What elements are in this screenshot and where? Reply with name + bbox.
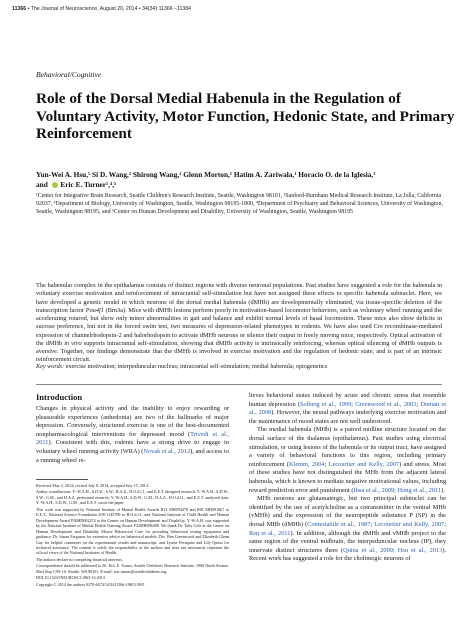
paragraph <box>249 426 446 495</box>
author-line-2a: and <box>36 180 48 189</box>
footnote: The authors declare no competing financial interests. <box>36 556 123 562</box>
abstract-invivo: in vivo <box>64 339 82 347</box>
intro-text: Changes in physical activity and the inability to enjoy rewarding or pleasurable experiences (anhedonia) are two of the hallmarks of major depression. Conversely, structured exercise is one of the best-documented nonpharmacological interventions for depressed mood ( <box>36 405 229 438</box>
footnote-divider <box>36 479 88 480</box>
article-title: Role of the Dorsal Medial Habenula in the Regulation of Voluntary Activity, Motor Function, Hedonic State, and Primary Reinforcement <box>36 90 455 143</box>
footnote: Author contributions: Y.-W.A.H., S.D.W., S.W., H.A.Z., H.O.d.l.I., and E.E.T. designed research; Y.-W.A.H., S.D.W., S.W., G.M., and H.A.Z. performed research; Y.-W.A.H., S.D.W., G.M., H.A.Z., H.O.d.l.I., and E.E.T. analyzed data; Y.-W.A.H., S.D.W., G.M., and E.E.T. wrote the paper. <box>36 489 229 506</box>
intro-text: MHb neurons are glutamatergic, but two principal subnuclei can be identified by the use of acetylcholine as a cotransmitter in the ventral MHb (vMHb) and the expression of the neuropeptide substance P (SP) in the dorsal MHb (dMHb) ( <box>249 495 446 528</box>
separator: ; <box>370 520 375 528</box>
author-list <box>36 170 456 190</box>
citation-link[interactable]: Duman et al., 2008 <box>249 400 446 417</box>
abstract <box>36 282 442 365</box>
abstract-text-1: The habenular complex in the epithalamus consists of distinct regions with diverse neuronal populations. Past studies have suggested a role for the habenula in voluntary exercise motivation and reinforcement of intracranial self-stimulation but have not assigned these effects to specific habenula subnuclei. Here, we have developed a genetic model in which neurons of the dorsal medial habenula (dMHb) are developmentally eliminated, via tissue-specific deletion of the transcription factor <box>36 282 442 314</box>
intro-text: lieves behavioral states induced by acute and chronic stress that resemble human depression ( <box>249 392 446 408</box>
citation-link[interactable]: Trivedi et al., 2011 <box>36 430 229 447</box>
keywords <box>36 363 442 371</box>
intro-text: ), and access to a running wheel re- <box>36 447 229 464</box>
citation-link[interactable]: Hong et al., 2011 <box>397 486 442 494</box>
footnote: This work was supported by National Institute of Mental Health Awards R21 MH094478 and R01 MH091667 to E.E.T., National Science Foundation IOS-1145796 to H.O.d.l.I., and National Institute of Child Health and Human Development Award P30HD002274 to the Center on Human Development and Disability. Y.-W.A.H. was supported by the National Institute of Mental Health Training Award F32MH096498. We thank Dr. Toby Cole at the Center on Human Development and Disability Mouse Behavioral Core for providing behavioral testing equipment and guidance, Dr. Susan Ferguson for extensive advice on behavioral models, Drs. Ben Greenwood and Elizabeth Glenn Gay for helpful comments on the experimental results and manuscript, and Lynise Fernquist and Lily Quinu for technical assistance. The content is solely the responsibility of the authors and does not necessarily represent the official views of the National Institutes of Health. <box>36 506 229 556</box>
keywords-label: Key words: <box>36 363 65 370</box>
citation-link[interactable]: Contestabile et al., 1987 <box>307 520 371 528</box>
separator: ; <box>324 460 329 468</box>
footnote: Received May 2, 2014; revised July 8, 2014; accepted July 15, 2014. <box>36 483 149 488</box>
footnote: Copyright © 2014 the authors 0270-6474/14/3411366-19$15.00/0 <box>36 581 145 587</box>
intro-text: ) and stress. Most of these studies have not distinguished the MHb from the adjacent lateral habenula, which is known to mediate negative motivational values, including reward prediction error and punishment ( <box>249 460 447 494</box>
citation-link[interactable]: Hsu et al., 2013 <box>397 546 443 554</box>
abstract-text-3: supports intracranial self-stimulation, showing that dMHb activity is intrinsically reinforcing, whereas optical silencing of dMHb outputs is aversive. Together, our findings demonstrate that the dMHb is involved in exercise motivation and the regulation of hedonic state, and is part of an intrinsic reinforcement circuit. <box>36 339 442 364</box>
page-number: 11366 <box>12 6 27 12</box>
abstract-text-2: (Brn3a). Mice with dMHb lesions perform poorly in motivation-based locomotor behaviors, such as voluntary wheel running and the accelerating rotarod, but show only minor abnormalities in gait and balance and exhibit normal levels of basal locomotion. These mice also show deficits in sucrose preference, but not in the forced swim test, two measures of depression-related phenotypes in rodents. We have also used Cre recombinase-mediated expression of channelrhodopsin-2 and halorhodopsin to activate dMHb neurons or silence their output in freely moving mice, respectively. Optical activation of the dMHb <box>36 306 443 347</box>
footnotes <box>36 483 229 588</box>
introduction-heading: Introduction <box>36 392 83 402</box>
citation-link[interactable]: Ren et al., 2011 <box>249 529 291 537</box>
intro-text: ). However, the neural pathways underlying exercise motivation and the maintenance of mood states are not well understood. <box>249 409 447 425</box>
orcid-icon[interactable] <box>52 182 58 188</box>
affiliations: ¹Center for Integrative Brain Research, Seattle Children's Research Institute, Seattle, Washington 98101, ²Sanford-Burnham Medical Research Institute, La Jolla, California 92037, ³Department of Biology, University of Washington, Seattle, Washington 98195-1800, ⁴Department of Psychiatry and Behavioral Sciences, University of Washington, Seattle, Washington 98195, and ⁵Center on Human Development and Disability, University of Washington, Seattle, Washington 98195 <box>36 193 443 216</box>
separator: ; <box>392 546 398 554</box>
author-line-2b: Eric E. Turner¹,⁴,⁵ <box>60 180 117 189</box>
separator: ; <box>394 486 398 494</box>
section-divider <box>36 384 442 385</box>
section-label: Behavioral/Cognitive <box>36 70 102 79</box>
citation-link[interactable]: Lecourtier and Kelly, 2007 <box>328 460 400 468</box>
intro-left-column <box>36 405 229 465</box>
citation-link[interactable]: Novak et al., 2012 <box>143 447 191 455</box>
running-head <box>12 6 191 12</box>
intro-text: ). In addition, although the dMHb and vMHb project to the same region of the ventral midbrain, the interpeduncular nucleus (IP), they innervate distinct structures there ( <box>249 529 446 554</box>
intro-text: The medial habenula (MHb) is a paired midline structure located on the dorsal surface of the thalamus (epithalamus). Past studies using electrical stimulation, or using lesions of the habenula or its output tract, have assigned a variety of behavioral functions to this region, including primary reinforcement ( <box>249 426 446 468</box>
citation-link[interactable]: Quina et al., 2009 <box>343 546 393 554</box>
citation-link[interactable]: Greenwood et al., 2003 <box>355 400 417 408</box>
separator: ; <box>444 520 446 528</box>
keywords-text: exercise motivation; interpeduncular nucleus; intracranial self-stimulation; medial habenula; optogenetics <box>64 363 328 370</box>
footnote: DOI:10.1523/JNEUROSCI.1863-14.2014 <box>36 575 105 581</box>
author-line-1: Yun-Wei A. Hsu,¹ Si D. Wang,² Shirong Wang,² Glenn Morton,¹ Hatim A. Zariwala,¹ Horacio O. de la Iglesia,³ <box>36 170 376 179</box>
separator: ; <box>416 400 421 408</box>
citation-link[interactable]: Solberg et al., 1999 <box>299 400 352 408</box>
separator: ; <box>351 400 356 408</box>
paragraph <box>249 495 446 564</box>
citation-link[interactable]: Klemm, 2004 <box>289 460 325 468</box>
intro-text: ). Recent work has suggested a role for the cholinergic neurons of <box>249 546 447 563</box>
intro-text: ). Consistent with this, rodents have a strong drive to engage in voluntary wheel running activity (WRA) ( <box>36 439 229 455</box>
footnote: Correspondence should be addressed to Dr. Eric E. Turner, Seattle Children's Research Institute, 1900 Ninth Avenue, Mail Stop C9S-10, Seattle, WA 98101. E-mail: eric.turner@seattlechildrens.org. <box>36 563 229 574</box>
abstract-gene: Pou4f1 <box>85 306 104 314</box>
intro-right-column <box>249 392 446 564</box>
intro-text: ). <box>441 486 445 494</box>
citation-link[interactable]: Ihsu et al., 2009 <box>353 486 395 494</box>
journal-citation: • The Journal of Neuroscience, August 20, 2014 • 34(34):11366 –11384 <box>27 6 191 12</box>
citation-link[interactable]: Lecourtier and Kelly, 2007 <box>374 520 445 528</box>
